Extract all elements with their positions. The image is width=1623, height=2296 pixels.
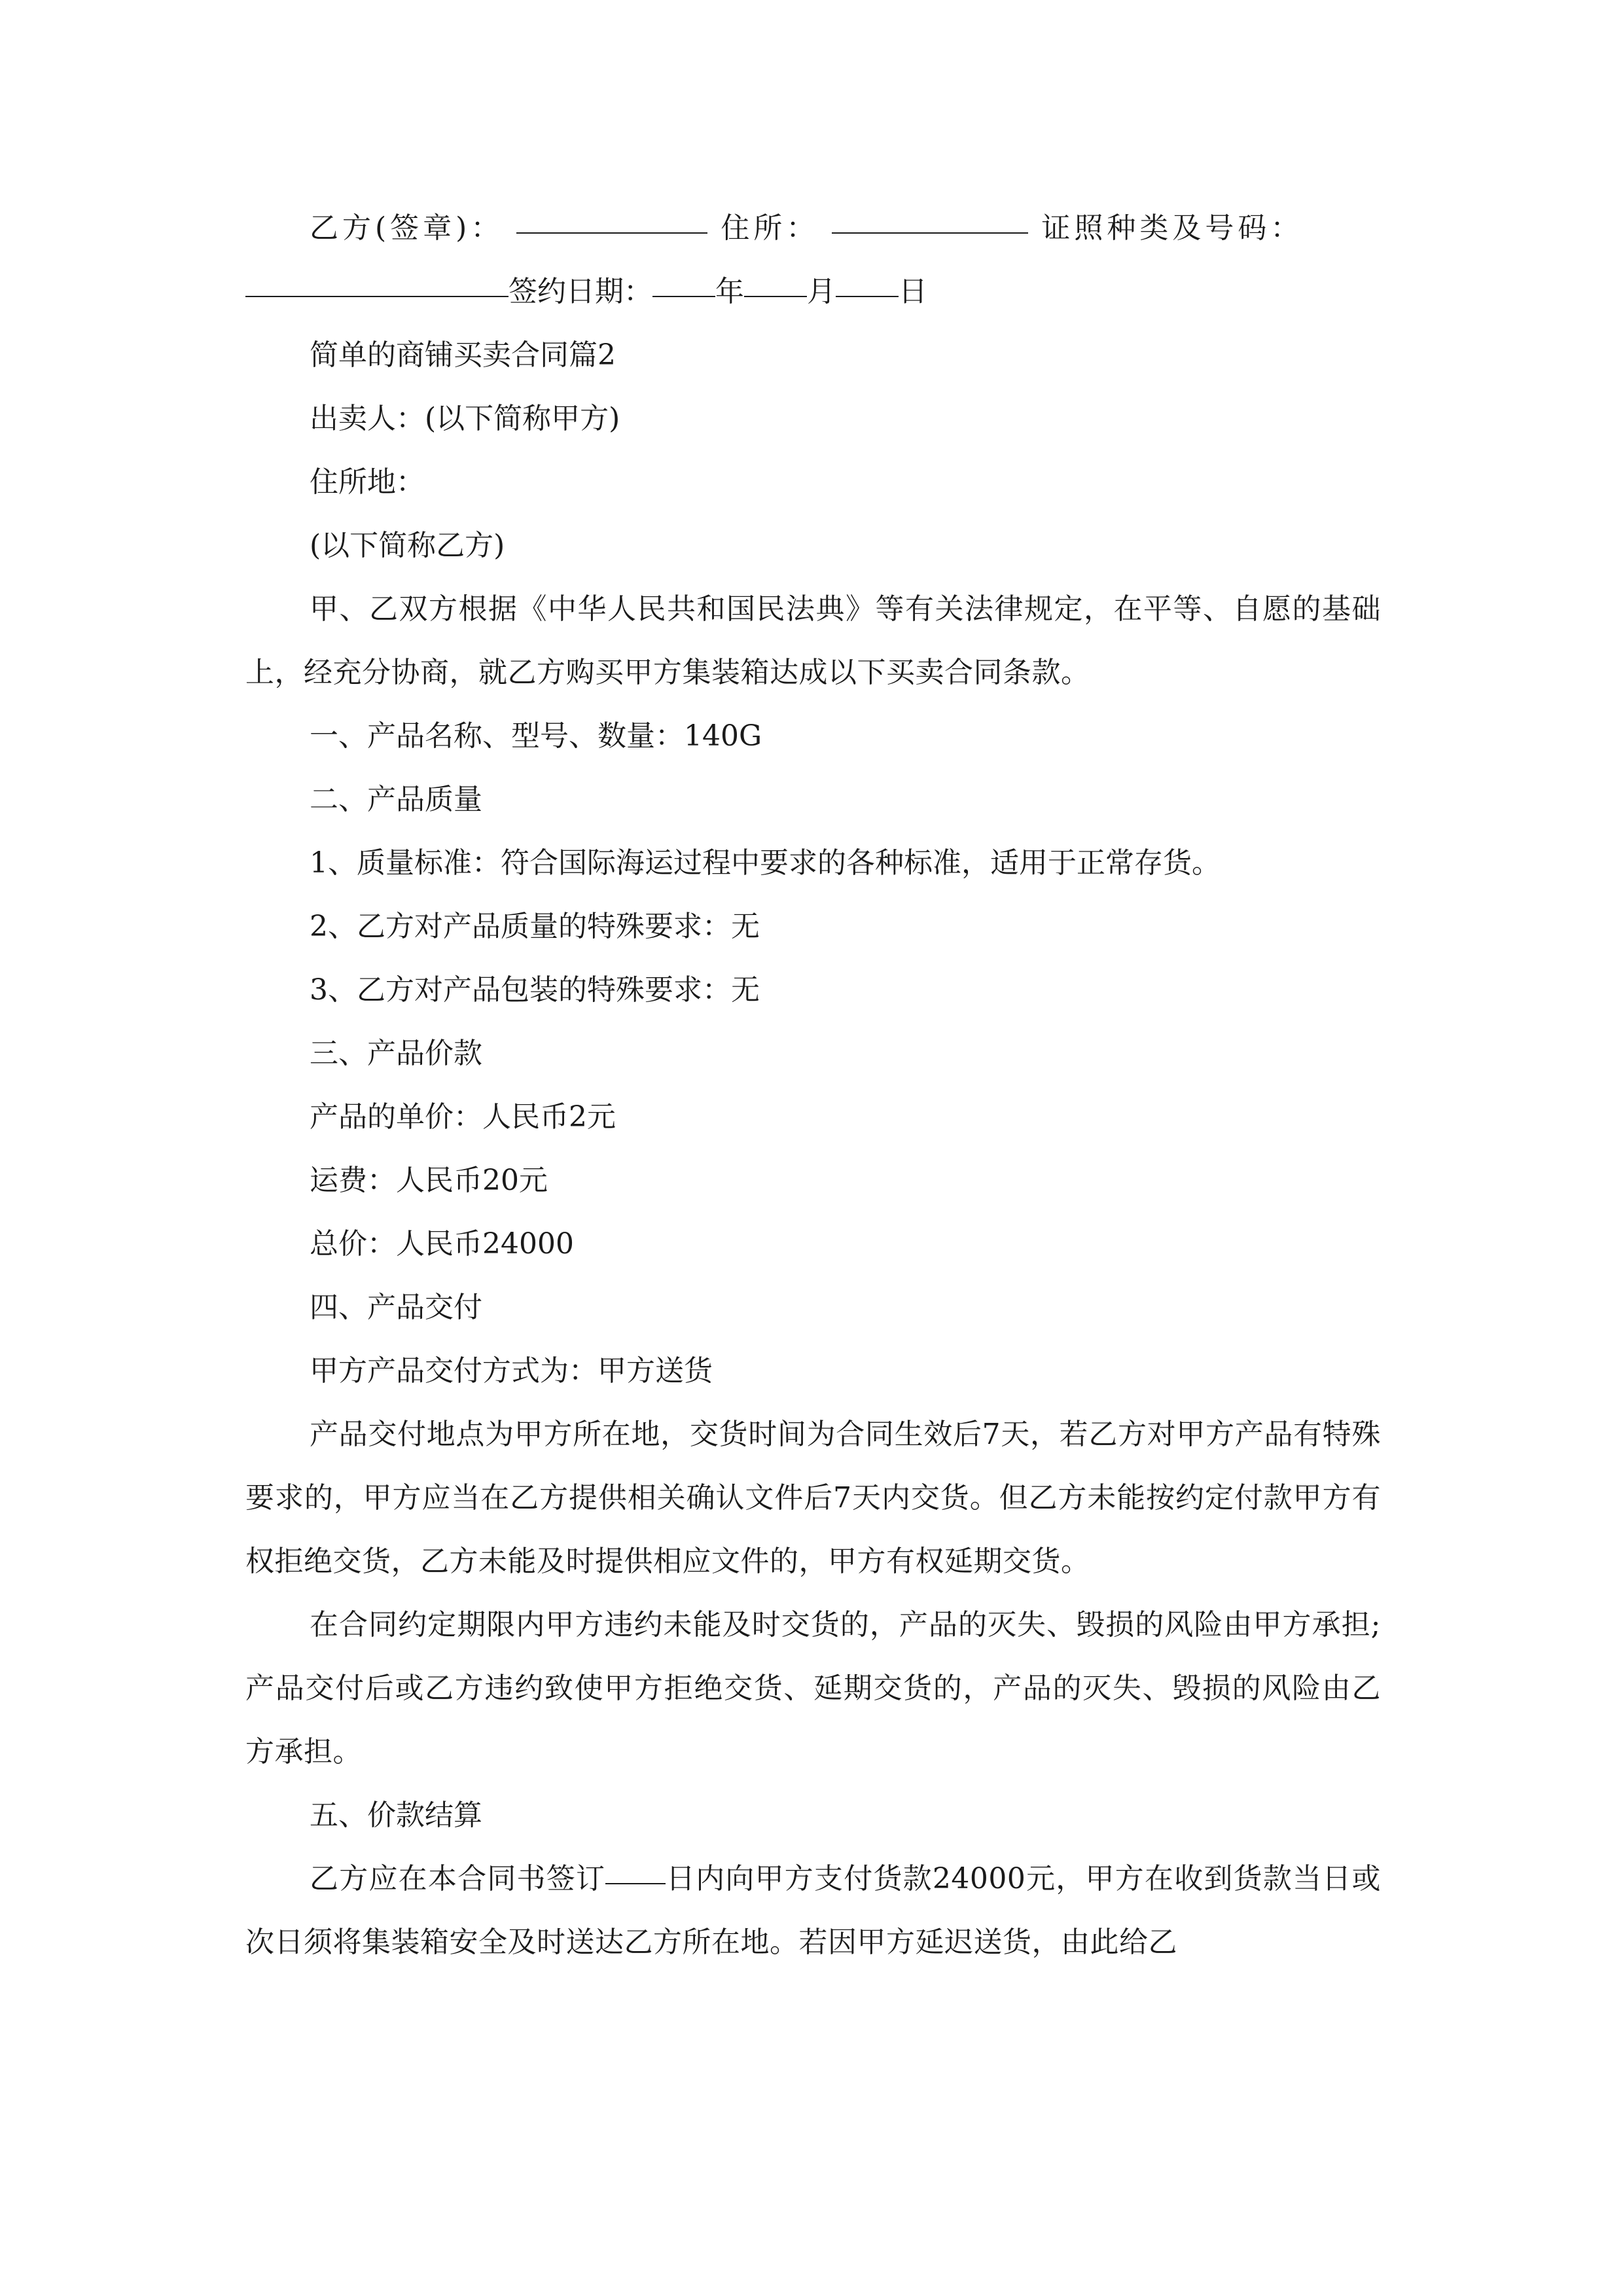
seller-line: 出卖人：(以下简称甲方)	[310, 402, 620, 435]
packaging-special: 3、乙方对产品包装的特殊要求：无	[310, 973, 760, 1007]
item-3-heading: 三、产品价款	[310, 1037, 482, 1070]
party-b-label: 乙方(签章)：	[310, 211, 504, 245]
signature-row-2	[245, 260, 1381, 323]
day-blank	[836, 259, 899, 297]
item-1-heading: 一、产品名称、型号、数量：140G	[310, 719, 762, 753]
unit-price: 产品的单价：人民币2元	[310, 1100, 616, 1134]
delivery-method: 甲方产品交付方式为：甲方送货	[310, 1354, 713, 1388]
item-2-heading: 二、产品质量	[310, 783, 482, 816]
year-label: 年	[715, 275, 744, 308]
item-4-heading: 四、产品交付	[310, 1291, 482, 1324]
section-title: 简单的商铺买卖合同篇2	[310, 338, 616, 372]
day-label: 日	[899, 275, 927, 308]
residence-label: 住所：	[721, 211, 819, 245]
residence-blank	[832, 196, 1028, 234]
address-line: 住所地：	[310, 465, 425, 499]
freight: 运费：人民币20元	[310, 1164, 548, 1197]
month-blank	[744, 259, 807, 297]
delivery-paragraph: 产品交付地点为甲方所在地，交货时间为合同生效后7天，若乙方对甲方产品有特殊要求的，甲方应当在乙方提供相关确认文件后7天内交货。但乙方未能按约定付款甲方有权拒绝交货，乙方未能及时提供相应文件的，甲方有权延期交货。	[245, 1418, 1381, 1578]
risk-paragraph: 在合同约定期限内甲方违约未能及时交货的，产品的灭失、毁损的风险由甲方承担;产品交付后或乙方违约致使甲方拒绝交货、延期交货的，产品的灭失、毁损的风险由乙方承担。	[245, 1608, 1381, 1768]
sign-date-label: 签约日期：	[508, 275, 652, 308]
id-blank	[245, 259, 508, 297]
month-label: 月	[807, 275, 836, 308]
buyer-line: (以下简称乙方)	[310, 529, 505, 562]
contract-page	[245, 196, 1381, 1974]
party-b-blank	[516, 196, 707, 234]
id-label: 证照种类及号码：	[1041, 211, 1304, 245]
payment-suffix: 日内向甲方支付货款24000元，甲方在收到货款当日或次日须将集装箱安全及时送达乙方所在地。若因甲方延迟送货，由此给乙	[245, 1862, 1382, 1959]
item-5-heading: 五、价款结算	[310, 1799, 482, 1832]
payment-prefix: 乙方应在本合同书签订	[310, 1862, 606, 1895]
total-price: 总价：人民币24000	[310, 1227, 574, 1261]
intro-paragraph: 甲、乙双方根据《中华人民共和国民法典》等有关法律规定，在平等、自愿的基础上，经充分协商，就乙方购买甲方集装箱达成以下买卖合同条款。	[245, 592, 1381, 689]
signature-row-1	[245, 196, 1381, 260]
quality-special: 2、乙方对产品质量的特殊要求：无	[310, 910, 760, 943]
year-blank	[652, 259, 715, 297]
payment-paragraph	[245, 1847, 1381, 1974]
quality-standard: 1、质量标准：符合国际海运过程中要求的各种标准，适用于正常存货。	[310, 846, 1221, 880]
payment-days-blank	[605, 1846, 666, 1884]
